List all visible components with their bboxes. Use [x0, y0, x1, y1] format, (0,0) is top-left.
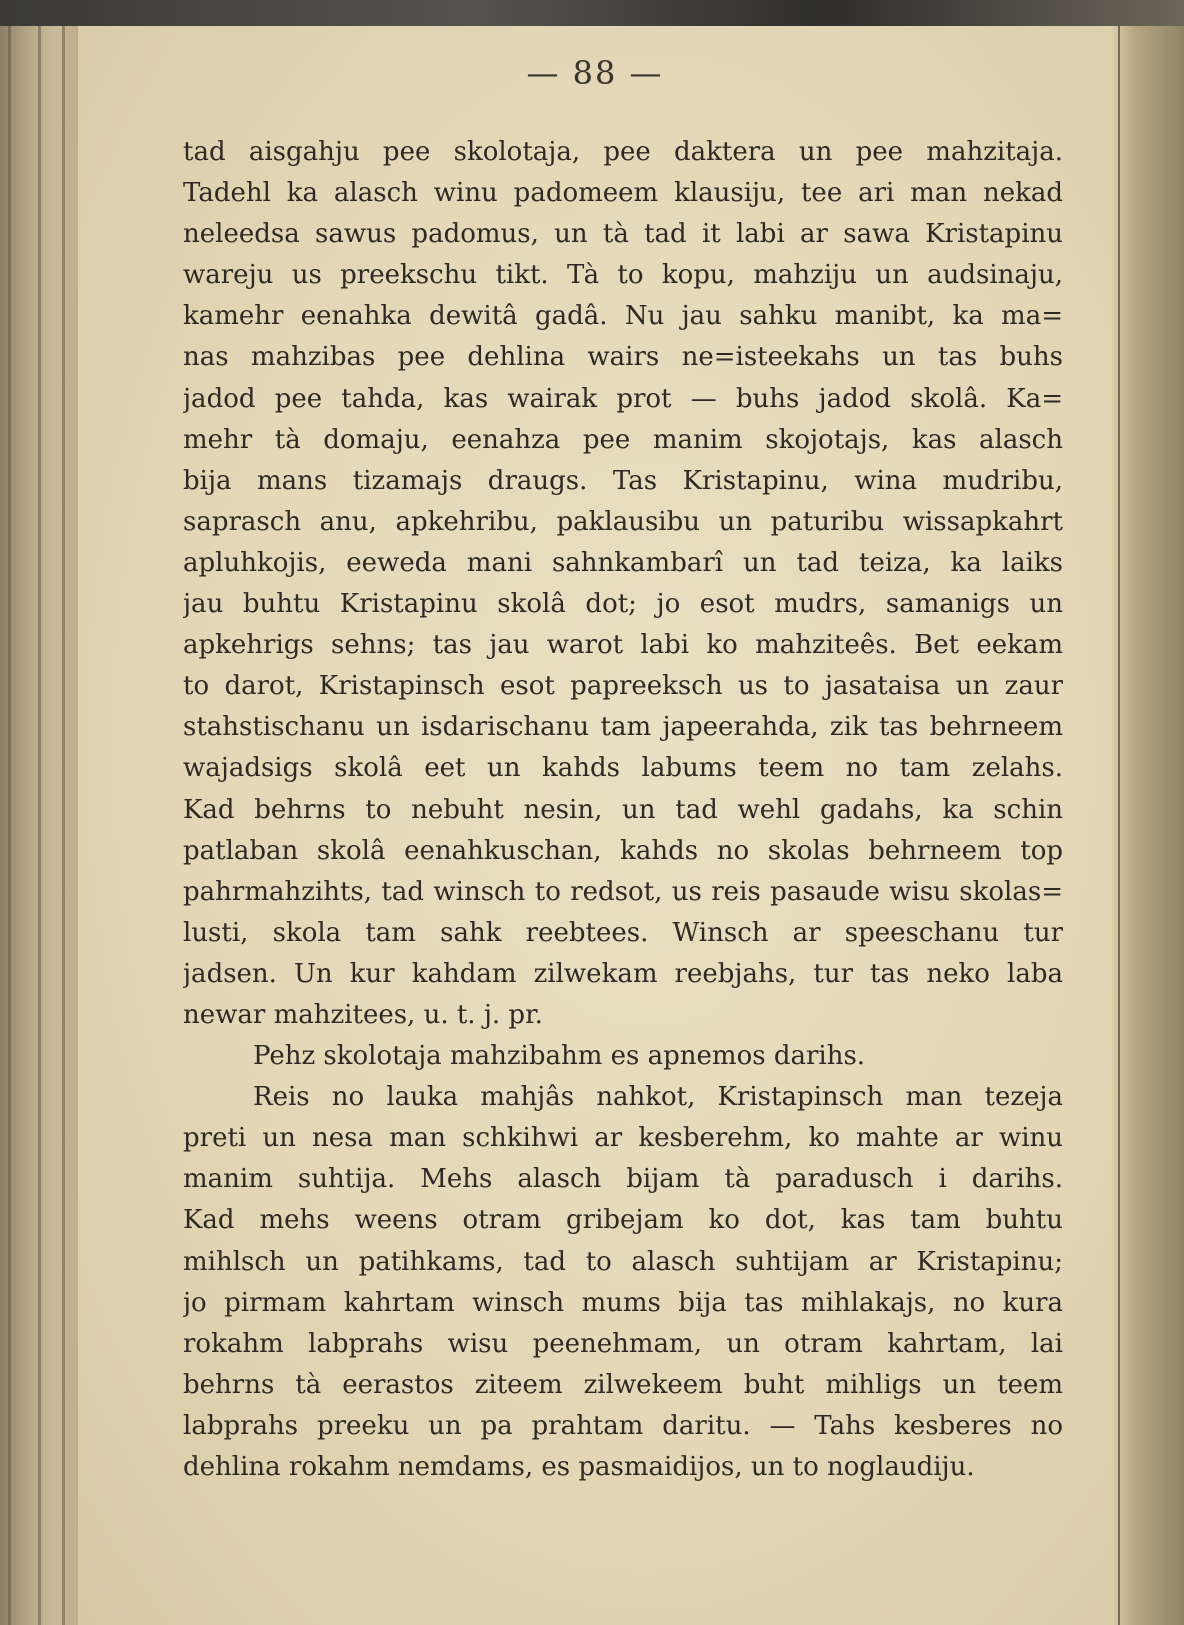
text-line: jadod pee tahda, kas wairak prot — buhs jadod skolâ. Ka= [183, 383, 1063, 414]
text-line: labprahs preeku un pa prahtam daritu. — Tahs kesberes no [183, 1410, 1063, 1441]
text-line: wajadsigs skolâ eet un kahds labums teem no tam zelahs. [183, 753, 1063, 784]
text-line: Pehz skolotaja mahzibahm es apnemos darihs. [253, 1041, 866, 1072]
text-line: Kad mehs weens otram gribejam ko dot, kas tam buhtu [183, 1205, 1063, 1236]
body-text [183, 132, 1063, 1488]
text-line: jadsen. Un kur kahdam zilwekam reebjahs, tur tas neko laba [183, 958, 1063, 989]
text-line: dehlina rokahm nemdams, es pasmaidijos, un to noglaudiju. [183, 1452, 975, 1482]
text-line: newar mahzitees, u. t. j. pr. [183, 999, 543, 1030]
text-line: apluhkojis, eeweda mani sahnkambarî un tad teiza, ka laiks [183, 547, 1063, 578]
page-number: — 88 — [526, 54, 664, 92]
text-line: wareju us preekschu tikt. Tà to kopu, mahziju un audsinaju, [183, 260, 1063, 291]
text-line: tad aisgahju pee skolotaja, pee daktera un pee mahzitaja. [183, 137, 1063, 167]
text-line: jau buhtu Kristapinu skolâ dot; jo esot mudrs, samanigs un [183, 589, 1063, 620]
text-line: manim suhtija. Mehs alasch bijam tà paradusch i darihs. [183, 1164, 1063, 1195]
text-line: mihlsch un patihkams, tad to alasch suhtijam ar Kristapinu; [183, 1246, 1063, 1277]
text-line: patlaban skolâ eenahkuschan, kahds no skolas behrneem top [183, 835, 1063, 866]
page-fore-edge [1112, 26, 1184, 1625]
text-line: neleedsa sawus padomus, un tà tad it labi ar sawa Kristapinu [183, 219, 1063, 250]
text-line: jo pirmam kahrtam winsch mums bija tas mihlakajs, no kura [183, 1287, 1063, 1318]
text-line: lusti, skola tam sahk reebtees. Winsch ar speeschanu tur [183, 917, 1063, 948]
text-line: mehr tà domaju, eenahza pee manim skojotajs, kas alasch [183, 424, 1063, 455]
text-line: kamehr eenahka dewitâ gadâ. Nu jau sahku manibt, ka ma= [183, 301, 1063, 332]
text-line: bija mans tizamajs draugs. Tas Kristapinu, wina mudribu, [183, 465, 1063, 496]
text-line: Reis no lauka mahjâs nahkot, Kristapinsch man tezeja [253, 1082, 1063, 1113]
text-line: preti un nesa man schkihwi ar kesberehm, ko mahte ar winu [183, 1123, 1063, 1154]
text-line: behrns tà eerastos ziteem zilwekeem buht mihligs un teem [183, 1369, 1063, 1400]
previous-page-edge [0, 26, 78, 1625]
text-line: Tadehl ka alasch winu padomeem klausiju, tee ari man nekad [183, 178, 1063, 209]
top-edge [0, 0, 1184, 26]
text-line: pahrmahzihts, tad winsch to redsot, us reis pasaude wisu skolas= [183, 876, 1063, 907]
text-line: Kad behrns to nebuht nesin, un tad wehl gadahs, ka schin [183, 794, 1063, 825]
text-line: apkehrigs sehns; tas jau warot labi ko mahziteês. Bet eekam [183, 630, 1063, 661]
text-line: nas mahzibas pee dehlina wairs ne=isteekahs un tas buhs [183, 342, 1063, 373]
text-line: to darot, Kristapinsch esot papreeksch us to jasataisa un zaur [183, 671, 1063, 702]
text-line: stahstischanu un isdarischanu tam japeerahda, zik tas behrneem [183, 712, 1063, 743]
text-line: rokahm labprahs wisu peenehmam, un otram kahrtam, lai [183, 1328, 1063, 1359]
book-page [78, 26, 1112, 1625]
text-line: saprasch anu, apkehribu, paklausibu un paturibu wissapkahrt [183, 506, 1063, 537]
